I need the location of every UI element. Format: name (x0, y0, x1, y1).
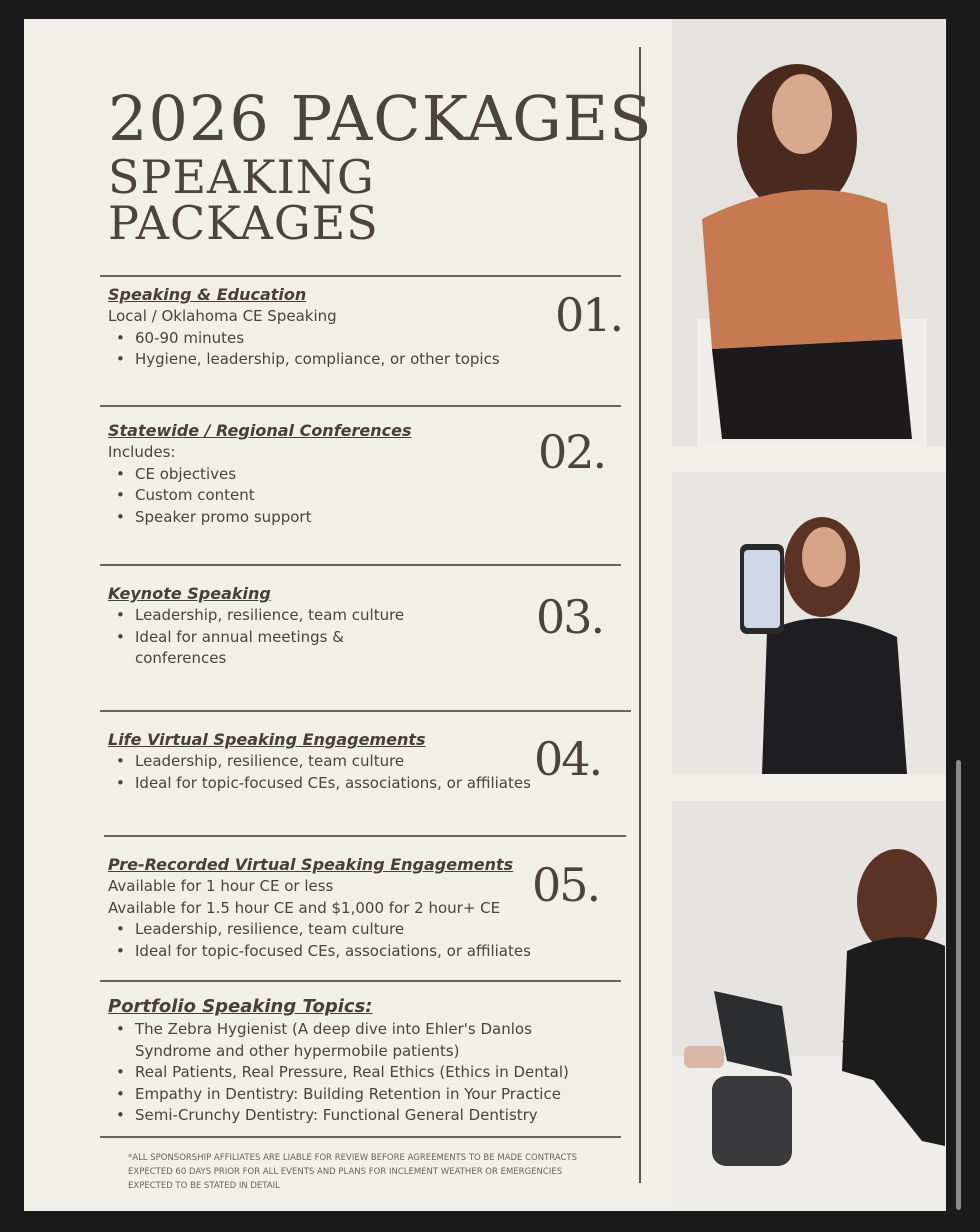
list-item: • CE objectives (108, 464, 412, 486)
divider (100, 405, 621, 407)
divider (104, 835, 626, 837)
section-number: 04. (534, 732, 602, 786)
footnote: *ALL SPONSORSHIP AFFILIATES ARE LIABLE FOR REVIEW BEFORE AGREEMENTS TO BE MADE CONTRACTS EXPECTED 60 DAYS PRIOR FOR ALL EVENTS AND PLANS FOR INCLEMENT WEATHER OR EMERGENCIES EXPECTED TO BE STATED IN DETAIL (128, 1153, 578, 1191)
list-item: • Custom content (108, 485, 412, 507)
speaker-seated-image (672, 19, 945, 446)
list-item: • Ideal for topic-focused CEs, associations, or affiliates (108, 941, 531, 963)
list-item: • The Zebra Hygienist (A deep dive into Ehler's Danlos Syndrome and other hypermobile patients) (108, 1019, 608, 1062)
section-number: 01. (555, 288, 623, 342)
section-heading: Portfolio Speaking Topics: (108, 996, 373, 1017)
section-line: Includes: (108, 443, 176, 461)
package-section-1 (108, 284, 500, 371)
divider (100, 275, 621, 277)
page-title: 2026 PACKAGES (108, 82, 653, 155)
package-section-2 (108, 420, 412, 528)
list-item: • Empathy in Dentistry: Building Retention in Your Practice (108, 1084, 608, 1106)
portfolio-topics (108, 995, 608, 1127)
section-heading: Life Virtual Speaking Engagements (108, 730, 426, 749)
section-heading: Keynote Speaking (108, 584, 271, 603)
photo-speaker-seated (672, 19, 945, 446)
list-item: • Speaker promo support (108, 507, 412, 529)
divider (100, 980, 621, 982)
divider (100, 564, 621, 566)
list-item: • Ideal for annual meetings & conferences (108, 627, 408, 670)
section-line: Local / Oklahoma CE Speaking (108, 307, 337, 325)
section-heading: Statewide / Regional Conferences (108, 421, 412, 440)
section-number: 03. (536, 590, 604, 644)
scrollbar[interactable] (956, 760, 961, 1210)
speaker-laptop-image (672, 801, 945, 1211)
list-item: • 60-90 minutes (108, 328, 500, 350)
section-line: Available for 1 hour CE or less (108, 877, 334, 895)
list-item: • Leadership, resilience, team culture (108, 919, 531, 941)
divider (100, 710, 631, 712)
section-number: 05. (532, 858, 600, 912)
subtitle-line2: PACKAGES (108, 196, 379, 250)
photo-speaker-laptop (672, 801, 945, 1211)
photo-speaker-phone (672, 472, 945, 774)
speaker-phone-image (672, 472, 945, 774)
divider-vertical (639, 47, 641, 1183)
package-section-4 (108, 729, 531, 794)
list-item: • Semi-Crunchy Dentistry: Functional General Dentistry (108, 1105, 608, 1127)
list-item: • Hygiene, leadership, compliance, or other topics (108, 349, 500, 371)
list-item: • Leadership, resilience, team culture (108, 751, 531, 773)
package-section-5 (108, 854, 531, 962)
list-item: • Real Patients, Real Pressure, Real Ethics (Ethics in Dental) (108, 1062, 608, 1084)
section-heading: Pre-Recorded Virtual Speaking Engagements (108, 855, 514, 874)
section-heading: Speaking & Education (108, 285, 307, 304)
divider (100, 1136, 621, 1138)
list-item: • Ideal for topic-focused CEs, associations, or affiliates (108, 773, 531, 795)
list-item: • Leadership, resilience, team culture (108, 605, 408, 627)
section-line: Available for 1.5 hour CE and $1,000 for 2 hour+ CE (108, 898, 501, 917)
section-number: 02. (538, 425, 606, 479)
subtitle-line1: SPEAKING (108, 150, 375, 204)
package-section-3 (108, 583, 408, 670)
